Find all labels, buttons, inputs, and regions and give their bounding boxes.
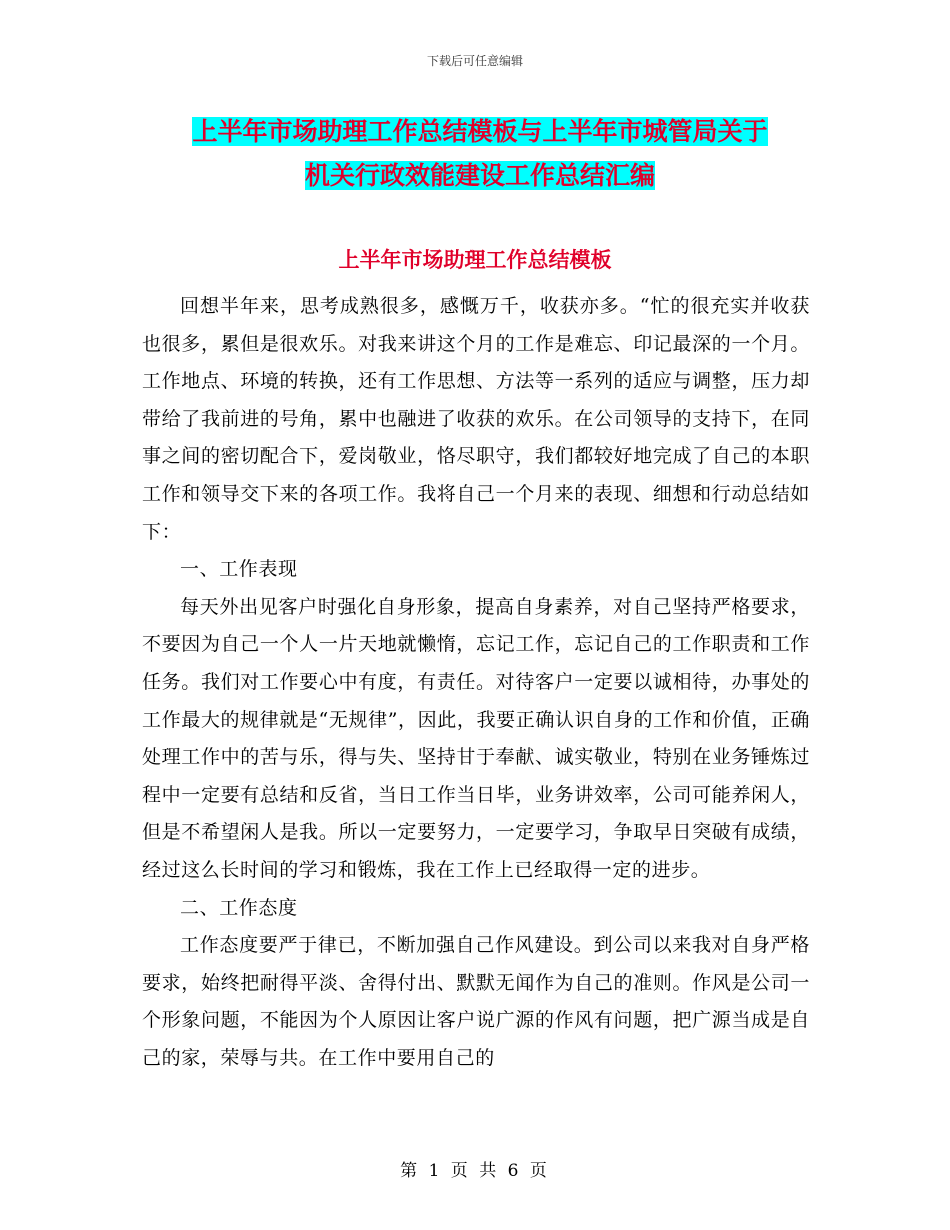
title-line-1: 上半年市场助理工作总结模板与上半年市城管局关于 [192,117,768,146]
paragraph-intro: 回想半年来，思考成熟很多，感慨万千，收获亦多。“忙的很充实并收获也很多，累但是很欢乐。对我来讲这个月的工作是难忘、印记最深的一个月。工作地点、环境的转换，还有工作思想、方法等一系列的适应与调整，压力却带给了我前进的号角，累中也融进了收获的欢乐。在公司领导的支持下，在同事之间的密切配合下，爱岗敬业，恪尽职守，我们都较好地完成了自己的本职工作和领导交下来的各项工作。我将自己一个月来的表现、细想和行动总结如下： [142,295,810,543]
section-title: 上半年市场助理工作总结模板 [338,247,612,272]
document-title [140,110,820,198]
heading-work-attitude: 二、工作态度 [180,896,298,919]
header-note: 下载后可任意编辑 [426,54,523,68]
body-text [142,288,810,1077]
title-line-2: 机关行政效能建设工作总结汇编 [304,161,655,190]
heading-work-performance: 一、工作表现 [180,558,298,581]
page-number: 第 1 页 共 6 页 [400,1161,550,1181]
paragraph-work-performance: 每天外出见客户时强化自身形象，提高自身素养，对自己坚持严格要求， 不要因为自己一个人一片天地就懒惰，忘记工作，忘记自己的工作职责和工作任务。我们对工作要心中有度，有责任。对待客户一定要以诚相待，办事处的工作最大的规律就是“无规律”，因此，我要正确认识自身的工作和价值，正确处理工作中的苦与乐，得与失、坚持甘于奉献、诚实敬业，特别在业务锤炼过程中一定要有总结和反省，当日工作当日毕，业务讲效率，公司可能养闲人，但是不希望闲人是我。所以一定要努力，一定要学习，争取早日突破有成绩，经过这么长时间的学习和锻炼，我在工作上已经取得一定的进步。 [142,595,810,881]
paragraph-work-attitude: 工作态度要严于律已，不断加强自己作风建设。到公司以来我对自身严格要求，始终把耐得平淡、舍得付出、默默无闻作为自己的准则。作风是公司一个形象问题，不能因为个人原因让客户说广源的作风有问题，把广源当成是自己的家，荣辱与共。在工作中要用自己的 [142,934,810,1069]
